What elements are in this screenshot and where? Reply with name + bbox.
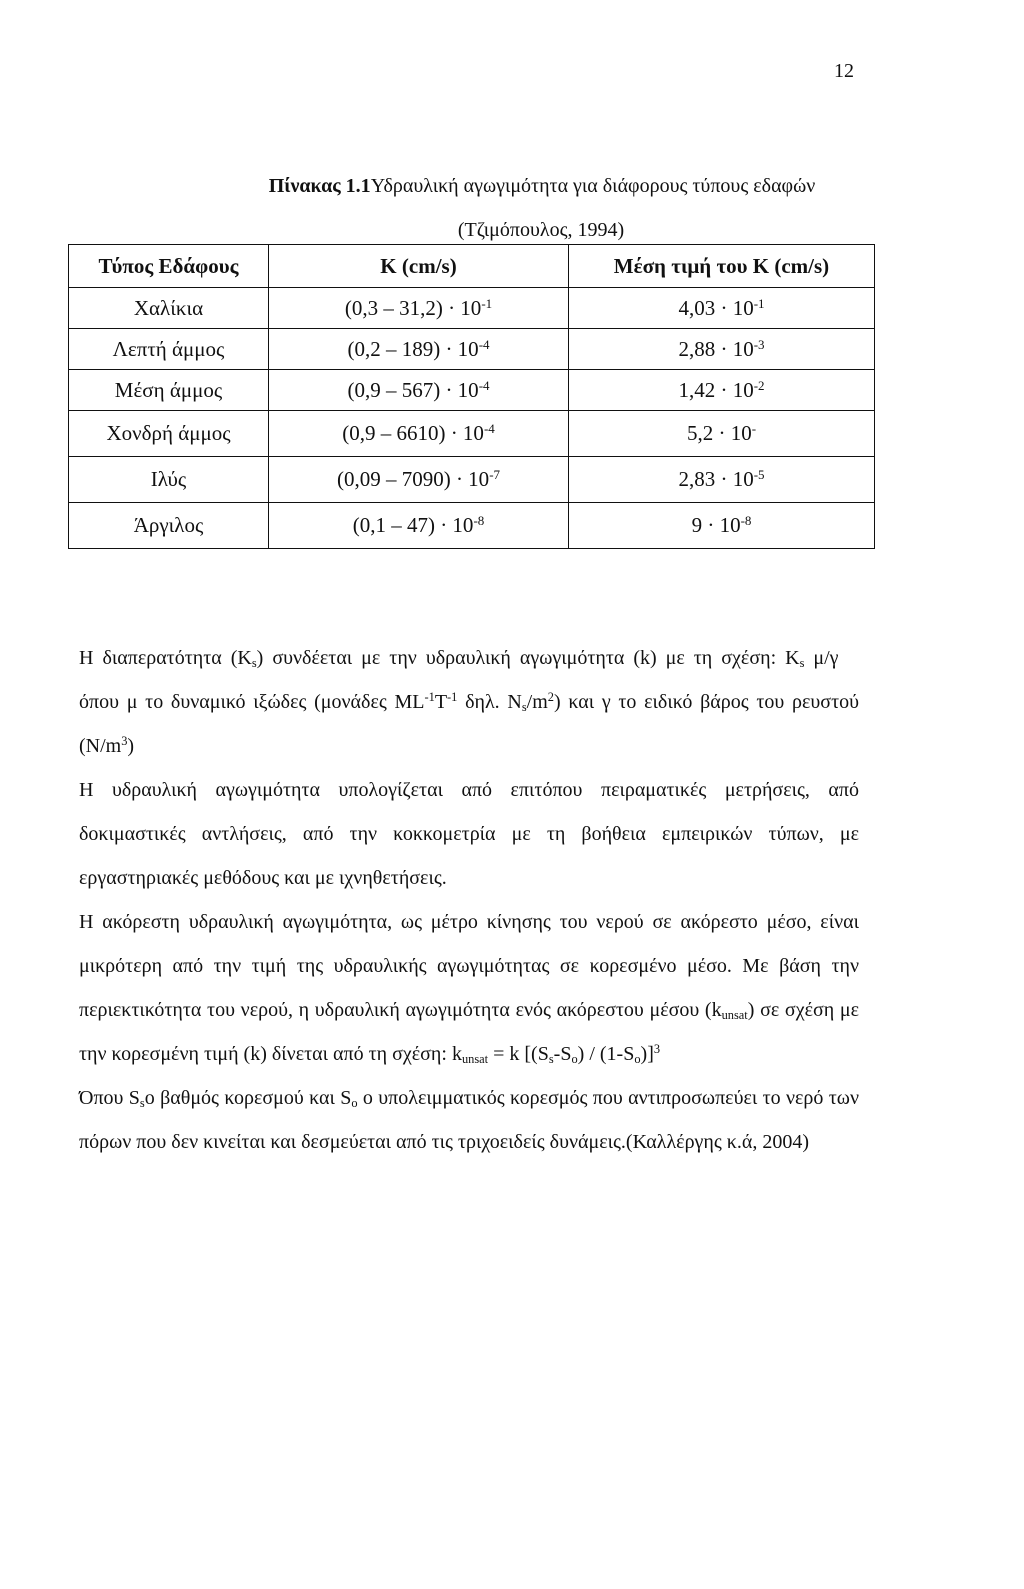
superscript: 3 [121,734,128,749]
cell-range [269,370,569,411]
paragraph-measurement: Η υδραυλική αγωγιμότητα υπολογίζεται από επιτόπου πειραματικές μετρήσεις, από δοκιμαστικές αντλήσεις, από την κοκκομετρία με τη βοήθεια εμπειρικών τύπων, με εργαστηριακές μεθόδους και με ιχνηθετήσεις. [79,779,859,889]
superscript: 2 [547,690,554,705]
text-segment: Η διαπερατότητα (K [79,647,252,669]
paragraph-permeability [79,636,859,680]
range-exponent: -1 [481,295,493,311]
table-row [69,411,875,457]
subscript: s [521,700,527,715]
mean-value: 5,2 · 10 [686,421,752,445]
range-exponent: -4 [478,377,490,393]
header-k-mean: Μέση τιμή του K (cm/s) [569,245,875,288]
cell-soil: Ιλύς [69,457,269,503]
paragraph-unsaturated [79,900,859,1076]
cell-range [269,329,569,370]
text-segment: -S [553,1043,572,1065]
mean-value: 4,03 · 10 [678,295,754,320]
text-segment: T [434,691,448,713]
caption-line [0,172,1024,200]
mean-value: 2,83 · 10 [678,467,754,491]
body-text [79,636,859,1164]
text-segment: ) σε σχέση με την κορεσμένη τιμή (k) δίνεται από τη σχέση: k [79,999,859,1065]
mean-value: 1,42 · 10 [678,377,754,402]
table-row [69,329,875,370]
caption-label: Πίνακας 1.1 [268,175,371,197]
range-value: (0,9 – 6610) · 10 [342,421,484,445]
cell-mean [569,457,875,503]
paragraph-saturation [79,1076,859,1164]
table-caption [0,172,1024,244]
caption-title: Υδραυλική αγωγιμότητα για διάφορους τύπους εδαφών [370,175,816,197]
mean-exponent: - [751,420,757,436]
subscript: o [351,1096,358,1111]
table-header-row [69,245,875,288]
header-k-range: K (cm/s) [269,245,569,288]
cell-soil: Χονδρή άμμος [69,411,269,457]
text-segment: όπου μ το δυναμικό ιξώδες (μονάδες ML [79,691,425,713]
superscript: -1 [447,690,458,705]
superscript: -1 [424,690,435,705]
range-value: (0,09 – 7090) · 10 [336,467,490,491]
range-value: (0,1 – 47) · 10 [352,513,474,537]
paragraph-viscosity [79,680,859,768]
range-exponent: -7 [489,466,501,482]
subscript: o [571,1052,578,1067]
table-row [69,457,875,503]
mean-exponent: -3 [753,336,765,352]
subscript: s [251,656,257,671]
header-soil-type: Τύπος Εδάφους [69,245,269,288]
cell-range [269,503,569,549]
text-segment: ) και γ το ειδικό βάρος του ρευστού (N/m [79,691,860,757]
page-number: 12 [834,60,854,82]
cell-soil: Άργιλος [69,503,269,549]
range-exponent: -4 [483,420,495,436]
cell-mean [569,411,875,457]
subscript: s [139,1096,145,1111]
text-segment: )] [640,1043,654,1065]
cell-soil: Λεπτή άμμος [69,329,269,370]
mean-exponent: -5 [753,466,765,482]
text-segment: = k [(S [488,1043,549,1065]
range-value: (0,9 – 567) · 10 [347,377,479,402]
subscript: unsat [461,1052,489,1067]
cell-mean [569,329,875,370]
text-segment: ο υπολειμματικός κορεσμός που αντιπροσωπεύει το νερό των πόρων που δεν κινείται και δεσμεύεται από τις τριχοειδείς δυνάμεις.(Καλλέργης κ.ά, 2004) [79,1087,859,1153]
subscript: o [634,1052,641,1067]
mean-exponent: -2 [753,377,765,393]
mean-exponent: -8 [740,512,752,528]
text-segment: ) [127,735,135,757]
table-row [69,503,875,549]
cell-mean [569,288,875,329]
cell-mean [569,503,875,549]
text-segment: Όπου S [79,1087,140,1109]
subscript: s [799,656,805,671]
mean-exponent: -1 [753,295,765,311]
superscript: 3 [653,1042,661,1057]
text-segment: ) / (1-S [577,1043,635,1065]
caption-source: (Τζιμόπουλος, 1994) [457,219,625,241]
subscript: s [548,1052,554,1067]
text-segment: /m [526,691,548,713]
table-row [69,288,875,329]
cell-range [269,288,569,329]
text-segment: ο βαθμός κορεσμού και S [144,1087,352,1109]
cell-mean [569,370,875,411]
range-value: (0,3 – 31,2) · 10 [344,295,482,320]
range-exponent: -8 [473,512,485,528]
mean-value: 2,88 · 10 [678,336,754,361]
text-segment: Η ακόρεστη υδραυλική αγωγιμότητα, ως μέτρο κίνησης του νερού σε ακόρεστο μέσο, είναι μικρότερη από την τιμή της υδραυλικής αγωγιμότητας σε κορεσμένο μέσο. Με βάση την περιεκτικότητα του νερού, η υδραυλική αγωγιμότητα ενός ακόρεστου μέσου (k [79,911,859,1021]
text-segment: δηλ. N [457,691,522,713]
conductivity-table [68,244,875,549]
text-segment: ) συνδέεται με την υδραυλική αγωγιμότητα (k) με τη σχέση: K [256,647,800,669]
text-segment: μ/γ [804,647,839,669]
range-exponent: -4 [478,336,490,352]
cell-range [269,411,569,457]
cell-range [269,457,569,503]
table-row [69,370,875,411]
cell-soil: Χαλίκια [69,288,269,329]
subscript: unsat [721,1008,748,1023]
mean-value: 9 · 10 [691,513,741,537]
cell-soil: Μέση άμμος [69,370,269,411]
range-value: (0,2 – 189) · 10 [347,336,479,361]
